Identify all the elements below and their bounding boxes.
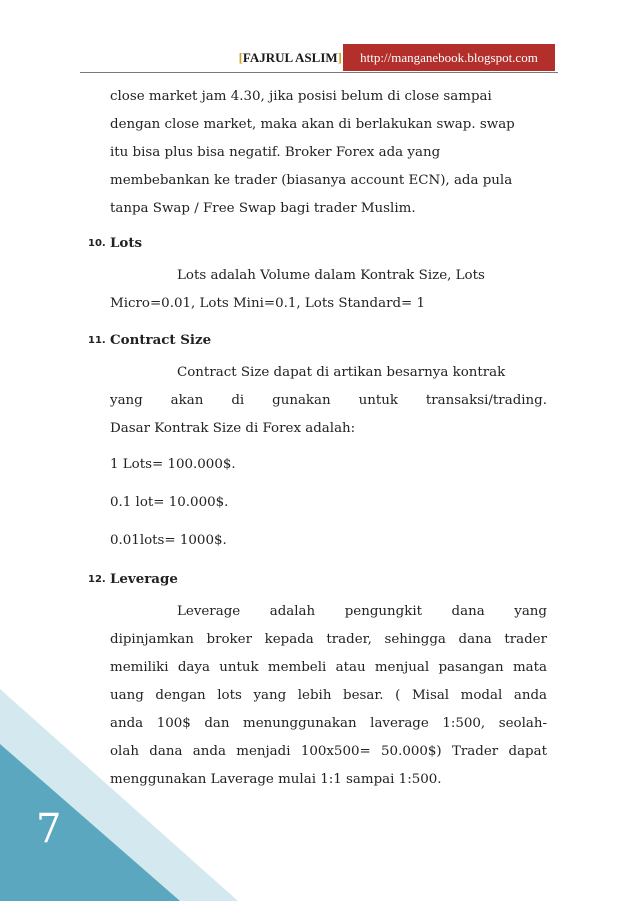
text-line: uang dengan lots yang lebih besar. ( Misal modal anda — [110, 688, 547, 703]
text-line: membebankan ke trader (biasanya account ECN), ada pula — [110, 173, 513, 188]
text-line: olah dana anda menjadi 100x500= 50.000$) Trader dapat — [110, 744, 547, 759]
text-line: Dasar Kontrak Size di Forex adalah: — [110, 421, 356, 436]
text-line: Micro=0.01, Lots Mini=0.1, Lots Standard= 1 — [110, 296, 426, 311]
intro-paragraph — [110, 83, 547, 223]
text-line: itu bisa plus bisa negatif. Broker Forex ada yang — [110, 145, 441, 160]
section-number: 11. — [88, 335, 106, 346]
header-divider — [80, 72, 558, 73]
text-line: tanpa Swap / Free Swap bagi trader Muslim. — [110, 201, 416, 216]
text-line: Contract Size dapat di artikan besarnya kontrak — [177, 365, 506, 380]
section-heading — [88, 565, 547, 593]
text-line: Lots adalah Volume dalam Kontrak Size, Lots — [177, 268, 485, 283]
section-number: 10. — [88, 238, 106, 249]
section-heading — [88, 229, 547, 257]
page-content — [88, 83, 547, 794]
page-header — [0, 44, 638, 72]
text-line: menggunakan Laverage mulai 1:1 sampai 1:500. — [110, 772, 442, 787]
text-line: dengan close market, maka akan di berlakukan swap. swap — [110, 117, 515, 132]
header-url-link[interactable]: http://manganebook.blogspot.com — [343, 44, 555, 71]
section-contract-size — [88, 326, 547, 555]
section-heading — [88, 326, 547, 354]
list-item: 1 Lots= 100.000$. — [110, 457, 236, 472]
header-author — [239, 50, 342, 66]
text-line: yang akan di gunakan untuk transaksi/trading. — [110, 393, 547, 408]
text-line: Leverage adalah pengungkit dana yang — [177, 604, 547, 619]
author-name: FAJRUL ASLIM — [242, 50, 338, 65]
page-number: 7 — [36, 806, 62, 852]
section-lots — [88, 229, 547, 318]
text-line: memiliki daya untuk membeli atau menjual pasangan mata — [110, 660, 547, 675]
section-number: 12. — [88, 574, 106, 585]
list-item: 0.1 lot= 10.000$. — [110, 495, 229, 510]
list-item: 0.01lots= 1000$. — [110, 533, 227, 548]
text-line: close market jam 4.30, jika posisi belum di close sampai — [110, 89, 492, 104]
text-line: anda 100$ dan menunggunakan laverage 1:500, seolah- — [110, 716, 547, 731]
bracket-open: [ — [238, 50, 243, 65]
section-title: Contract Size — [110, 332, 212, 348]
section-title: Leverage — [110, 571, 178, 587]
bracket-close: ] — [337, 50, 342, 65]
corner-decoration — [0, 689, 238, 901]
text-line: dipinjamkan broker kepada trader, sehingga dana trader — [110, 632, 547, 647]
section-title: Lots — [110, 235, 143, 251]
